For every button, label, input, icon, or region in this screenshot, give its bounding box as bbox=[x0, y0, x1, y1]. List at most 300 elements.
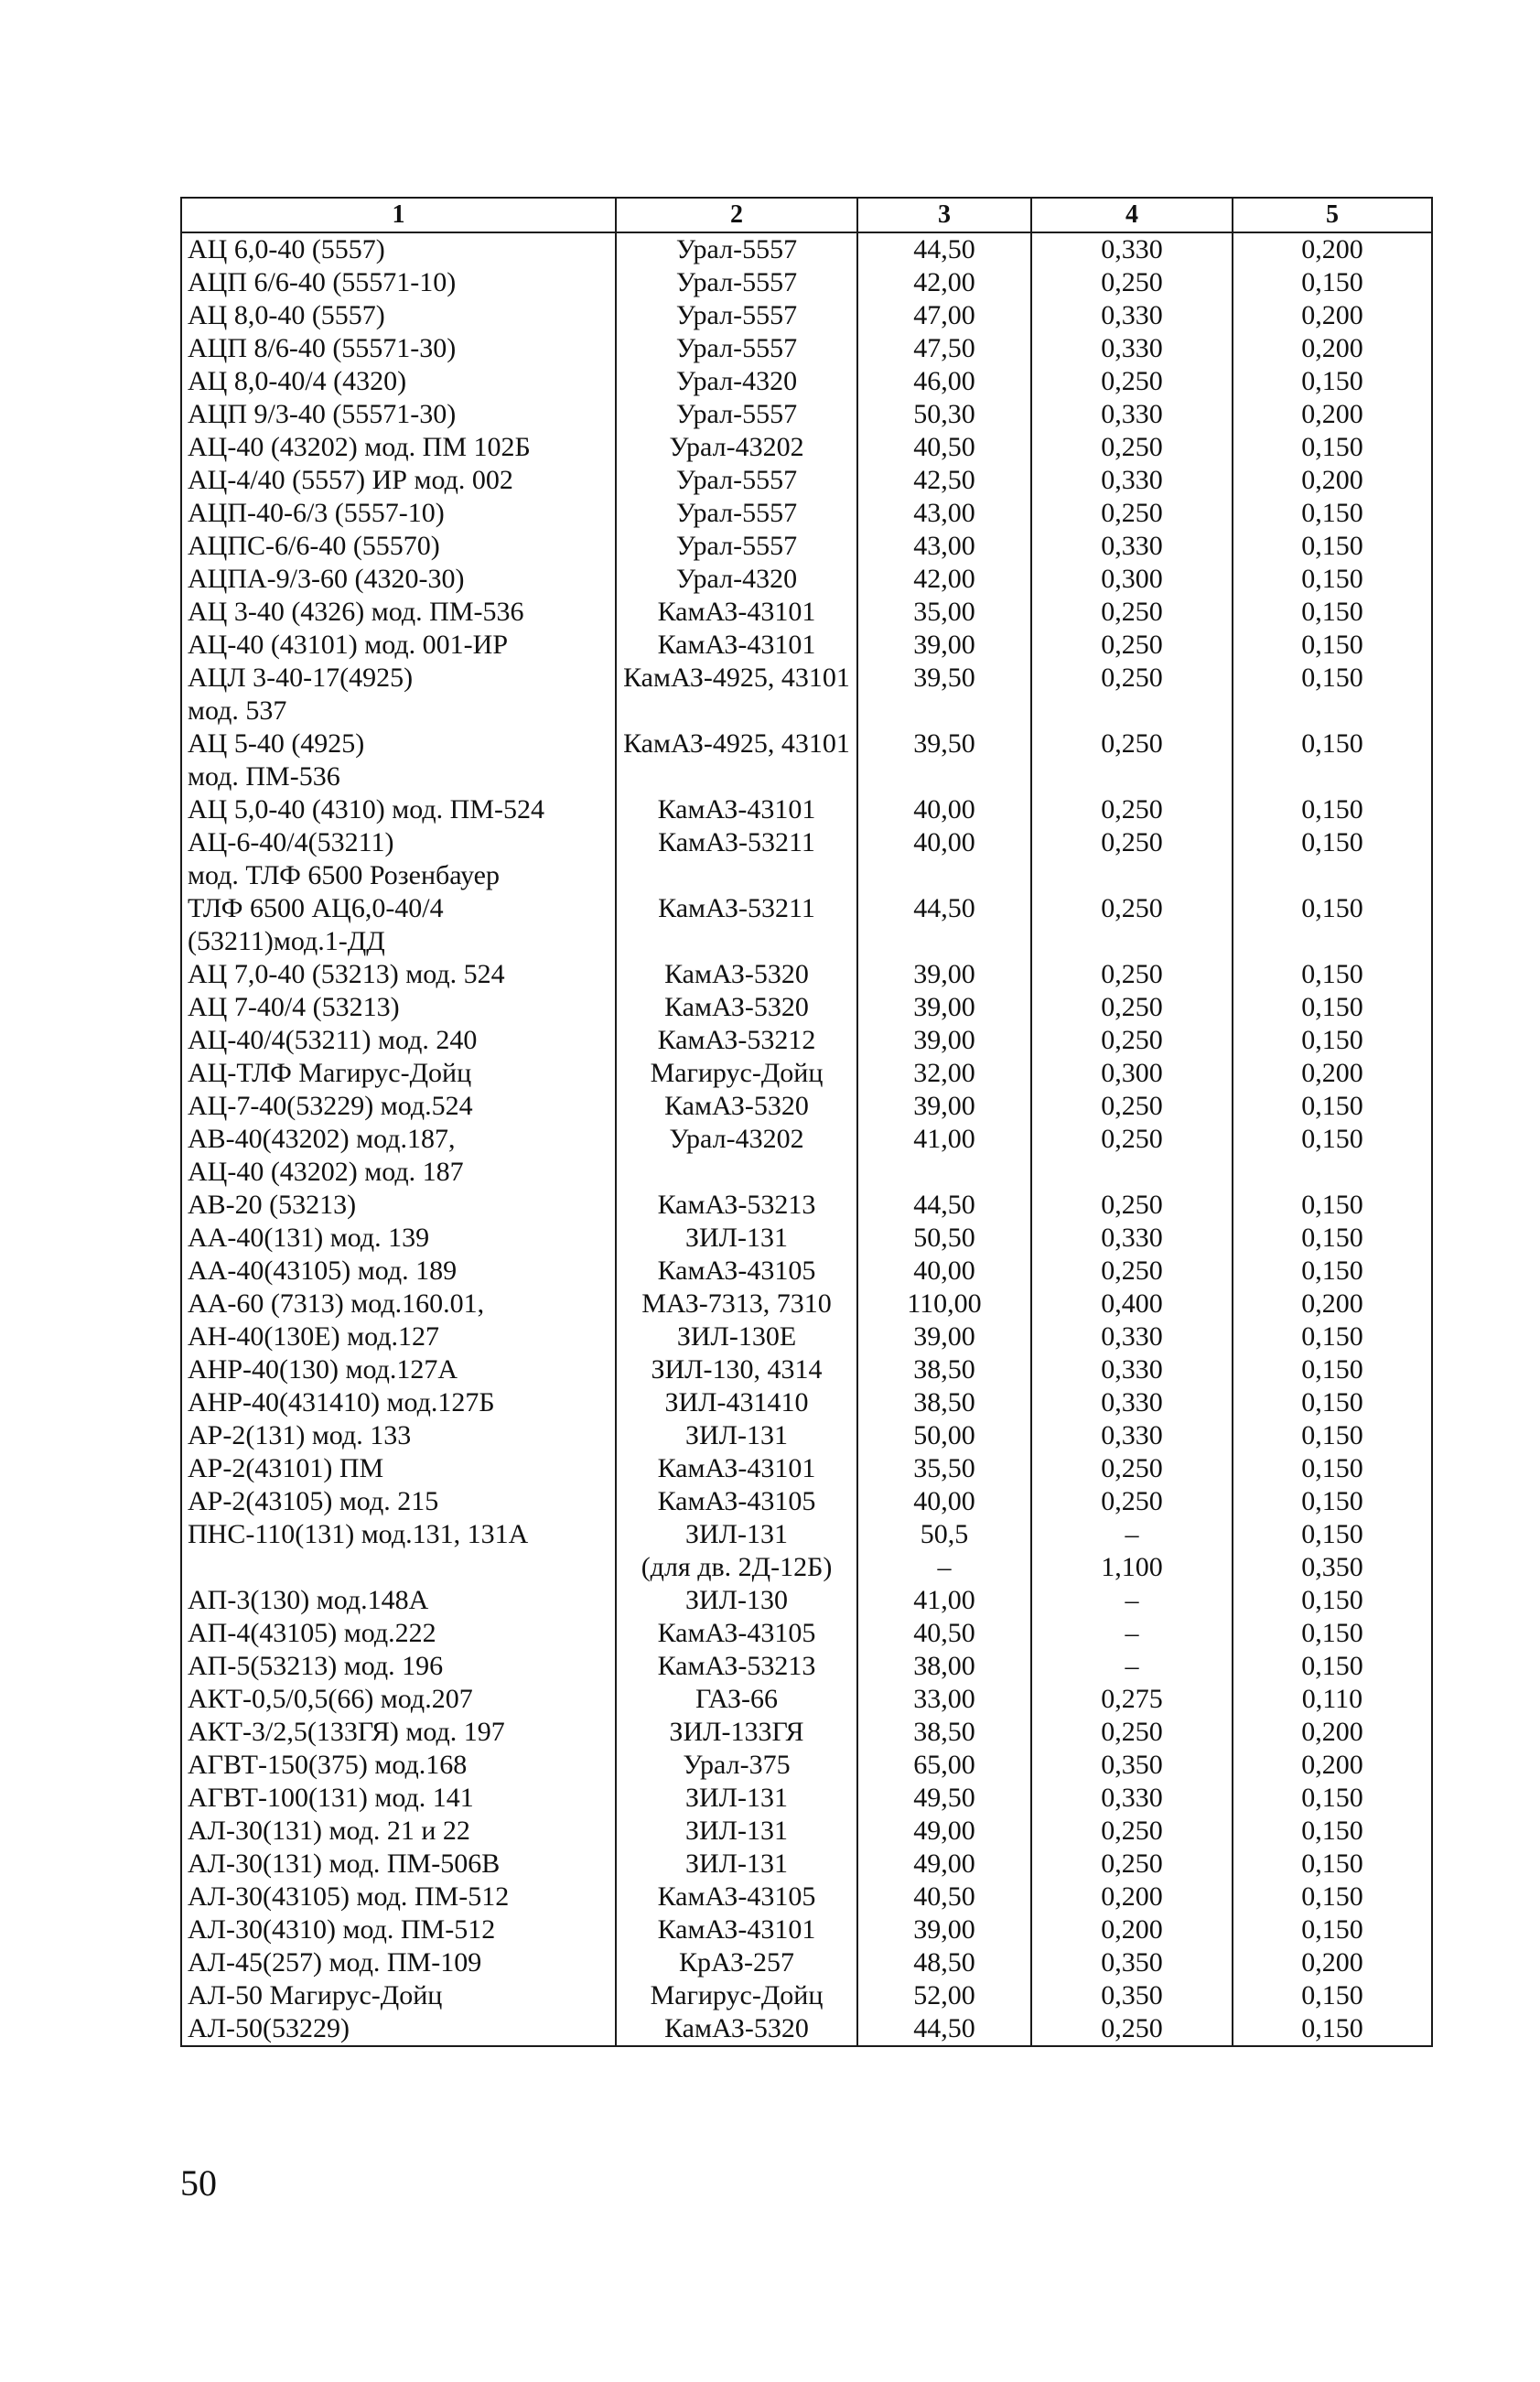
vehicle-model-line: АГВТ-150(375) мод.168 bbox=[188, 1750, 468, 1780]
table-row bbox=[181, 1123, 1432, 1189]
value-col4-cell: 0,330 bbox=[1031, 1353, 1233, 1386]
table-row bbox=[181, 464, 1432, 497]
value-col3-cell: 39,00 bbox=[857, 991, 1031, 1024]
vehicle-model-line: ТЛФ 6500 АЦ6,0-40/4 bbox=[188, 893, 444, 923]
value-col4-cell: 0,275 bbox=[1031, 1683, 1233, 1716]
vehicle-model-line: мод. ТЛФ 6500 Розенбауер bbox=[188, 860, 501, 890]
vehicle-model-line: ПНС-110(131) мод.131, 131А bbox=[188, 1519, 529, 1549]
value-col4-cell: – bbox=[1031, 1584, 1233, 1617]
value-col3-cell: 41,00 bbox=[857, 1584, 1031, 1617]
value-col5-cell: 0,150 bbox=[1233, 991, 1432, 1024]
table-row bbox=[181, 1222, 1432, 1255]
chassis-cell: КамАЗ-53213 bbox=[616, 1189, 857, 1222]
value-col5-cell: 0,150 bbox=[1233, 1485, 1432, 1518]
table-row bbox=[181, 1551, 1432, 1584]
table-row bbox=[181, 1518, 1432, 1551]
value-col4-cell: 0,250 bbox=[1031, 1255, 1233, 1288]
value-col3-cell: 39,00 bbox=[857, 1024, 1031, 1057]
table-row bbox=[181, 1485, 1432, 1518]
table-row bbox=[181, 728, 1432, 793]
value-col3-cell: 47,50 bbox=[857, 332, 1031, 365]
vehicle-model-cell bbox=[181, 958, 616, 991]
value-col4-cell: 0,330 bbox=[1031, 1222, 1233, 1255]
vehicle-model-cell bbox=[181, 1617, 616, 1650]
vehicle-model-line: АЛ-30(131) мод. 21 и 22 bbox=[188, 1816, 470, 1846]
value-col5-cell: 0,150 bbox=[1233, 266, 1432, 299]
table-row bbox=[181, 1320, 1432, 1353]
table-row bbox=[181, 826, 1432, 892]
value-col5-cell: 0,150 bbox=[1233, 1386, 1432, 1419]
chassis-cell: КамАЗ-53213 bbox=[616, 1650, 857, 1683]
vehicle-model-cell bbox=[181, 1452, 616, 1485]
vehicle-model-cell bbox=[181, 232, 616, 266]
vehicle-model-cell bbox=[181, 2012, 616, 2046]
value-col5-cell: 0,200 bbox=[1233, 1716, 1432, 1749]
table-row bbox=[181, 1881, 1432, 1913]
value-col4-cell: 0,250 bbox=[1031, 1848, 1233, 1881]
chassis-cell: ЗИЛ-431410 bbox=[616, 1386, 857, 1419]
table-row bbox=[181, 497, 1432, 530]
vehicle-model-cell bbox=[181, 1979, 616, 2012]
vehicle-model-line: АВ-40(43202) мод.187, bbox=[188, 1124, 456, 1154]
chassis-cell: Урал-375 bbox=[616, 1749, 857, 1782]
chassis-cell: ЗИЛ-133ГЯ bbox=[616, 1716, 857, 1749]
chassis-cell: КамАЗ-43105 bbox=[616, 1255, 857, 1288]
table-row bbox=[181, 1650, 1432, 1683]
chassis-cell: ЗИЛ-131 bbox=[616, 1518, 857, 1551]
value-col4-cell: 0,330 bbox=[1031, 464, 1233, 497]
value-col5-cell: 0,200 bbox=[1233, 1288, 1432, 1320]
vehicle-model-line: АНР-40(130) мод.127А bbox=[188, 1354, 458, 1385]
table-row bbox=[181, 1782, 1432, 1815]
vehicle-model-line: АЦП 8/6-40 (55571-30) bbox=[188, 333, 457, 363]
chassis-cell: КрАЗ-257 bbox=[616, 1946, 857, 1979]
value-col5-cell: 0,150 bbox=[1233, 431, 1432, 464]
value-col5-cell: 0,150 bbox=[1233, 629, 1432, 662]
value-col4-cell: 0,250 bbox=[1031, 596, 1233, 629]
chassis-cell: Магирус-Дойц bbox=[616, 1979, 857, 2012]
vehicle-model-line: АКТ-0,5/0,5(66) мод.207 bbox=[188, 1684, 473, 1714]
chassis-cell: Урал-43202 bbox=[616, 1123, 857, 1189]
value-col3-cell: 49,00 bbox=[857, 1815, 1031, 1848]
chassis-cell: КамАЗ-5320 bbox=[616, 991, 857, 1024]
vehicle-model-line: АКТ-3/2,5(133ГЯ) мод. 197 bbox=[188, 1717, 505, 1747]
vehicle-model-line: АР-2(131) мод. 133 bbox=[188, 1420, 412, 1450]
vehicle-model-line: АП-5(53213) мод. 196 bbox=[188, 1651, 444, 1681]
vehicle-model-cell bbox=[181, 1353, 616, 1386]
vehicle-model-line: АЛ-45(257) мод. ПМ-109 bbox=[188, 1947, 482, 1978]
vehicle-model-cell bbox=[181, 299, 616, 332]
column-header: 1 bbox=[181, 198, 616, 232]
vehicle-model-cell bbox=[181, 596, 616, 629]
vehicle-model-cell bbox=[181, 332, 616, 365]
chassis-cell: ЗИЛ-131 bbox=[616, 1815, 857, 1848]
vehicle-model-line: (53211)мод.1-ДД bbox=[188, 926, 385, 956]
chassis-cell: КамАЗ-53212 bbox=[616, 1024, 857, 1057]
value-col5-cell: 0,150 bbox=[1233, 563, 1432, 596]
table-row bbox=[181, 1090, 1432, 1123]
chassis-cell: КамАЗ-4925, 43101 bbox=[616, 662, 857, 728]
value-col4-cell: 0,300 bbox=[1031, 1057, 1233, 1090]
vehicle-model-line: АЦПС-6/6-40 (55570) bbox=[188, 531, 440, 561]
vehicle-model-line: АЛ-30(43105) мод. ПМ-512 bbox=[188, 1881, 510, 1912]
vehicle-model-cell bbox=[181, 1320, 616, 1353]
value-col4-cell: 0,400 bbox=[1031, 1288, 1233, 1320]
vehicle-model-line: АЦ-40 (43101) мод. 001-ИР bbox=[188, 630, 509, 660]
vehicle-model-cell bbox=[181, 1946, 616, 1979]
value-col4-cell: 0,330 bbox=[1031, 530, 1233, 563]
chassis-cell: КамАЗ-5320 bbox=[616, 1090, 857, 1123]
chassis-cell: Урал-5557 bbox=[616, 398, 857, 431]
value-col3-cell: 50,50 bbox=[857, 1222, 1031, 1255]
table-row bbox=[181, 365, 1432, 398]
vehicle-model-line: мод. ПМ-536 bbox=[188, 761, 340, 792]
vehicle-model-line: АВ-20 (53213) bbox=[188, 1190, 357, 1220]
vehicle-model-line: АЦ 5-40 (4925) bbox=[188, 728, 365, 759]
value-col3-cell: 35,50 bbox=[857, 1452, 1031, 1485]
vehicle-model-line: АЦЛ 3-40-17(4925) bbox=[188, 663, 414, 693]
chassis-cell: КамАЗ-43105 bbox=[616, 1617, 857, 1650]
table-row bbox=[181, 1848, 1432, 1881]
table-row bbox=[181, 662, 1432, 728]
value-col4-cell: 0,200 bbox=[1031, 1881, 1233, 1913]
vehicle-model-cell bbox=[181, 892, 616, 958]
chassis-cell: КамАЗ-43101 bbox=[616, 1452, 857, 1485]
vehicle-model-line: АА-60 (7313) мод.160.01, bbox=[188, 1288, 485, 1319]
value-col5-cell: 0,150 bbox=[1233, 497, 1432, 530]
chassis-cell: КамАЗ-43101 bbox=[616, 629, 857, 662]
value-col4-cell: 0,250 bbox=[1031, 1090, 1233, 1123]
value-col4-cell: 0,330 bbox=[1031, 1782, 1233, 1815]
vehicle-norms-table bbox=[180, 197, 1433, 2047]
vehicle-model-line: АГВТ-100(131) мод. 141 bbox=[188, 1783, 474, 1813]
table-row bbox=[181, 1716, 1432, 1749]
value-col4-cell: 0,250 bbox=[1031, 365, 1233, 398]
value-col5-cell: 0,150 bbox=[1233, 1452, 1432, 1485]
vehicle-model-cell bbox=[181, 1518, 616, 1551]
table-row bbox=[181, 1255, 1432, 1288]
vehicle-model-line: АЦПА-9/3-60 (4320-30) bbox=[188, 564, 465, 594]
value-col3-cell: 41,00 bbox=[857, 1123, 1031, 1189]
value-col5-cell: 0,150 bbox=[1233, 2012, 1432, 2046]
value-col3-cell: 40,00 bbox=[857, 793, 1031, 826]
vehicle-model-line: АЦ-40 (43202) мод. 187 bbox=[188, 1157, 464, 1187]
value-col5-cell: 0,150 bbox=[1233, 728, 1432, 793]
value-col4-cell: – bbox=[1031, 1650, 1233, 1683]
vehicle-model-cell bbox=[181, 431, 616, 464]
chassis-cell: ГАЗ-66 bbox=[616, 1683, 857, 1716]
value-col5-cell: 0,150 bbox=[1233, 530, 1432, 563]
value-col5-cell: 0,200 bbox=[1233, 299, 1432, 332]
vehicle-model-cell bbox=[181, 1123, 616, 1189]
vehicle-model-cell bbox=[181, 826, 616, 892]
chassis-cell: Урал-5557 bbox=[616, 332, 857, 365]
value-col3-cell: 40,00 bbox=[857, 826, 1031, 892]
table-row bbox=[181, 266, 1432, 299]
chassis-cell: (для дв. 2Д-12Б) bbox=[616, 1551, 857, 1584]
vehicle-model-line: АЦП-40-6/3 (5557-10) bbox=[188, 498, 445, 528]
value-col4-cell: 0,250 bbox=[1031, 2012, 1233, 2046]
value-col3-cell: 38,50 bbox=[857, 1353, 1031, 1386]
vehicle-model-cell bbox=[181, 266, 616, 299]
value-col3-cell: 38,00 bbox=[857, 1650, 1031, 1683]
table-row bbox=[181, 958, 1432, 991]
vehicle-model-line: АЦ-6-40/4(53211) bbox=[188, 827, 394, 857]
value-col3-cell: 39,50 bbox=[857, 662, 1031, 728]
vehicle-model-cell bbox=[181, 1189, 616, 1222]
table-row bbox=[181, 596, 1432, 629]
table-row bbox=[181, 1189, 1432, 1222]
value-col4-cell: 0,250 bbox=[1031, 1189, 1233, 1222]
value-col3-cell: 39,50 bbox=[857, 728, 1031, 793]
vehicle-model-cell bbox=[181, 1386, 616, 1419]
vehicle-model-cell bbox=[181, 1881, 616, 1913]
value-col3-cell: 43,00 bbox=[857, 497, 1031, 530]
value-col3-cell: 40,50 bbox=[857, 1881, 1031, 1913]
value-col3-cell: 42,00 bbox=[857, 266, 1031, 299]
vehicle-model-cell bbox=[181, 530, 616, 563]
vehicle-model-cell bbox=[181, 1749, 616, 1782]
value-col5-cell: 0,150 bbox=[1233, 1255, 1432, 1288]
table-row bbox=[181, 629, 1432, 662]
chassis-cell: КамАЗ-53211 bbox=[616, 892, 857, 958]
value-col4-cell: 0,330 bbox=[1031, 299, 1233, 332]
value-col5-cell: 0,150 bbox=[1233, 892, 1432, 958]
vehicle-model-cell bbox=[181, 1584, 616, 1617]
page-number: 50 bbox=[180, 2162, 217, 2204]
value-col5-cell: 0,150 bbox=[1233, 826, 1432, 892]
vehicle-model-line: АЦ 5,0-40 (4310) мод. ПМ-524 bbox=[188, 794, 545, 825]
value-col4-cell: 0,250 bbox=[1031, 1716, 1233, 1749]
vehicle-model-line bbox=[188, 1551, 609, 1584]
chassis-cell: Урал-5557 bbox=[616, 497, 857, 530]
value-col3-cell: 35,00 bbox=[857, 596, 1031, 629]
vehicle-model-line: АН-40(130Е) мод.127 bbox=[188, 1321, 440, 1352]
table-row bbox=[181, 1946, 1432, 1979]
value-col5-cell: 0,200 bbox=[1233, 332, 1432, 365]
vehicle-model-cell bbox=[181, 1485, 616, 1518]
value-col4-cell: – bbox=[1031, 1518, 1233, 1551]
value-col4-cell: 0,350 bbox=[1031, 1946, 1233, 1979]
vehicle-model-cell bbox=[181, 991, 616, 1024]
vehicle-model-line: АЦ 7-40/4 (53213) bbox=[188, 992, 400, 1022]
value-col5-cell: 0,200 bbox=[1233, 1057, 1432, 1090]
chassis-cell: Урал-4320 bbox=[616, 365, 857, 398]
value-col3-cell: 47,00 bbox=[857, 299, 1031, 332]
vehicle-model-cell bbox=[181, 1913, 616, 1946]
vehicle-model-cell bbox=[181, 1222, 616, 1255]
value-col4-cell: 0,250 bbox=[1031, 991, 1233, 1024]
value-col5-cell: 0,350 bbox=[1233, 1551, 1432, 1584]
vehicle-model-cell bbox=[181, 365, 616, 398]
vehicle-model-cell bbox=[181, 728, 616, 793]
table-row bbox=[181, 1288, 1432, 1320]
value-col3-cell: 39,00 bbox=[857, 1090, 1031, 1123]
value-col5-cell: 0,150 bbox=[1233, 958, 1432, 991]
chassis-cell: Урал-5557 bbox=[616, 530, 857, 563]
value-col5-cell: 0,150 bbox=[1233, 1979, 1432, 2012]
table-row bbox=[181, 1979, 1432, 2012]
vehicle-model-line: АЦ 3-40 (4326) мод. ПМ-536 bbox=[188, 597, 524, 627]
table-row bbox=[181, 892, 1432, 958]
value-col3-cell: 39,00 bbox=[857, 1320, 1031, 1353]
value-col5-cell: 0,150 bbox=[1233, 1419, 1432, 1452]
chassis-cell: Урал-5557 bbox=[616, 464, 857, 497]
vehicle-model-line: АЦ-40/4(53211) мод. 240 bbox=[188, 1025, 478, 1055]
value-col3-cell: 52,00 bbox=[857, 1979, 1031, 2012]
vehicle-model-cell bbox=[181, 1716, 616, 1749]
value-col4-cell: 0,250 bbox=[1031, 728, 1233, 793]
table-row bbox=[181, 1815, 1432, 1848]
table-row bbox=[181, 2012, 1432, 2046]
vehicle-model-line: АЦ-7-40(53229) мод.524 bbox=[188, 1091, 473, 1121]
chassis-cell: МАЗ-7313, 7310 bbox=[616, 1288, 857, 1320]
chassis-cell: ЗИЛ-131 bbox=[616, 1419, 857, 1452]
value-col4-cell: 0,250 bbox=[1031, 1123, 1233, 1189]
value-col4-cell: – bbox=[1031, 1617, 1233, 1650]
chassis-cell: КамАЗ-53211 bbox=[616, 826, 857, 892]
vehicle-model-line: АЦ-ТЛФ Магирус-Дойц bbox=[188, 1058, 472, 1088]
vehicle-model-cell bbox=[181, 1848, 616, 1881]
value-col3-cell: 38,50 bbox=[857, 1386, 1031, 1419]
vehicle-model-line: АЦ 8,0-40/4 (4320) bbox=[188, 366, 407, 396]
chassis-cell: Урал-4320 bbox=[616, 563, 857, 596]
chassis-cell: КамАЗ-43105 bbox=[616, 1881, 857, 1913]
value-col4-cell: 0,350 bbox=[1031, 1749, 1233, 1782]
value-col3-cell: 110,00 bbox=[857, 1288, 1031, 1320]
vehicle-model-line: АЛ-30(131) мод. ПМ-506В bbox=[188, 1848, 501, 1879]
table-row bbox=[181, 1353, 1432, 1386]
value-col4-cell: 0,250 bbox=[1031, 1452, 1233, 1485]
vehicle-model-line: АЦ 7,0-40 (53213) мод. 524 bbox=[188, 959, 505, 989]
vehicle-model-cell bbox=[181, 1419, 616, 1452]
value-col3-cell: 32,00 bbox=[857, 1057, 1031, 1090]
chassis-cell: КамАЗ-5320 bbox=[616, 958, 857, 991]
value-col3-cell: 42,50 bbox=[857, 464, 1031, 497]
value-col4-cell: 0,330 bbox=[1031, 398, 1233, 431]
value-col3-cell: 38,50 bbox=[857, 1716, 1031, 1749]
value-col3-cell: – bbox=[857, 1551, 1031, 1584]
value-col3-cell: 50,30 bbox=[857, 398, 1031, 431]
value-col3-cell: 39,00 bbox=[857, 629, 1031, 662]
value-col5-cell: 0,150 bbox=[1233, 1123, 1432, 1189]
value-col3-cell: 39,00 bbox=[857, 1913, 1031, 1946]
value-col4-cell: 0,300 bbox=[1031, 563, 1233, 596]
value-col5-cell: 0,150 bbox=[1233, 1782, 1432, 1815]
column-header: 4 bbox=[1031, 198, 1233, 232]
value-col5-cell: 0,150 bbox=[1233, 1518, 1432, 1551]
value-col4-cell: 0,250 bbox=[1031, 1024, 1233, 1057]
value-col4-cell: 0,250 bbox=[1031, 1485, 1233, 1518]
value-col3-cell: 65,00 bbox=[857, 1749, 1031, 1782]
vehicle-model-line: АП-4(43105) мод.222 bbox=[188, 1618, 436, 1648]
vehicle-model-cell bbox=[181, 1551, 616, 1584]
value-col5-cell: 0,150 bbox=[1233, 1024, 1432, 1057]
table-row bbox=[181, 431, 1432, 464]
table-row bbox=[181, 793, 1432, 826]
value-col3-cell: 40,50 bbox=[857, 1617, 1031, 1650]
vehicle-model-line: АЦП 9/3-40 (55571-30) bbox=[188, 399, 457, 429]
chassis-cell: Урал-5557 bbox=[616, 266, 857, 299]
chassis-cell: ЗИЛ-130 bbox=[616, 1584, 857, 1617]
value-col5-cell: 0,150 bbox=[1233, 1584, 1432, 1617]
vehicle-model-line: АЦ-40 (43202) мод. ПМ 102Б bbox=[188, 432, 531, 462]
value-col4-cell: 0,250 bbox=[1031, 1815, 1233, 1848]
table-row bbox=[181, 1452, 1432, 1485]
chassis-cell: КамАЗ-43101 bbox=[616, 596, 857, 629]
vehicle-model-cell bbox=[181, 1782, 616, 1815]
vehicle-model-cell bbox=[181, 1255, 616, 1288]
value-col4-cell: 0,350 bbox=[1031, 1979, 1233, 2012]
value-col4-cell: 0,330 bbox=[1031, 332, 1233, 365]
value-col3-cell: 39,00 bbox=[857, 958, 1031, 991]
value-col5-cell: 0,150 bbox=[1233, 596, 1432, 629]
table-row bbox=[181, 563, 1432, 596]
value-col4-cell: 0,250 bbox=[1031, 662, 1233, 728]
value-col4-cell: 0,250 bbox=[1031, 629, 1233, 662]
value-col5-cell: 0,150 bbox=[1233, 1913, 1432, 1946]
table-row bbox=[181, 1057, 1432, 1090]
table-row bbox=[181, 1419, 1432, 1452]
value-col3-cell: 42,00 bbox=[857, 563, 1031, 596]
vehicle-model-cell bbox=[181, 398, 616, 431]
value-col3-cell: 49,00 bbox=[857, 1848, 1031, 1881]
table-row bbox=[181, 530, 1432, 563]
vehicle-model-line: АА-40(131) мод. 139 bbox=[188, 1223, 430, 1253]
table-row bbox=[181, 1749, 1432, 1782]
value-col5-cell: 0,200 bbox=[1233, 232, 1432, 266]
value-col3-cell: 44,50 bbox=[857, 892, 1031, 958]
value-col4-cell: 0,330 bbox=[1031, 1320, 1233, 1353]
chassis-cell: КамАЗ-5320 bbox=[616, 2012, 857, 2046]
vehicle-model-line: АЛ-50 Магирус-Дойц bbox=[188, 1980, 443, 2010]
value-col3-cell: 44,50 bbox=[857, 232, 1031, 266]
vehicle-model-cell bbox=[181, 497, 616, 530]
value-col3-cell: 40,00 bbox=[857, 1485, 1031, 1518]
value-col5-cell: 0,150 bbox=[1233, 793, 1432, 826]
chassis-cell: Урал-5557 bbox=[616, 299, 857, 332]
chassis-cell: КамАЗ-43105 bbox=[616, 1485, 857, 1518]
value-col5-cell: 0,150 bbox=[1233, 1189, 1432, 1222]
value-col5-cell: 0,150 bbox=[1233, 1320, 1432, 1353]
vehicle-model-line: АЛ-30(4310) мод. ПМ-512 bbox=[188, 1914, 496, 1945]
vehicle-model-cell bbox=[181, 464, 616, 497]
chassis-cell: КамАЗ-43101 bbox=[616, 1913, 857, 1946]
vehicle-model-cell bbox=[181, 1650, 616, 1683]
value-col4-cell: 0,330 bbox=[1031, 1419, 1233, 1452]
vehicle-model-cell bbox=[181, 629, 616, 662]
value-col5-cell: 0,150 bbox=[1233, 1353, 1432, 1386]
chassis-cell: КамАЗ-43101 bbox=[616, 793, 857, 826]
value-col5-cell: 0,150 bbox=[1233, 1848, 1432, 1881]
value-col5-cell: 0,150 bbox=[1233, 1617, 1432, 1650]
vehicle-model-cell bbox=[181, 662, 616, 728]
chassis-cell: ЗИЛ-131 bbox=[616, 1222, 857, 1255]
value-col5-cell: 0,200 bbox=[1233, 398, 1432, 431]
vehicle-model-line: АЦ-4/40 (5557) ИР мод. 002 bbox=[188, 465, 513, 495]
chassis-cell: Урал-5557 bbox=[616, 232, 857, 266]
table-row bbox=[181, 1913, 1432, 1946]
value-col3-cell: 44,50 bbox=[857, 1189, 1031, 1222]
vehicle-model-cell bbox=[181, 1090, 616, 1123]
vehicle-model-cell bbox=[181, 1024, 616, 1057]
value-col4-cell: 0,250 bbox=[1031, 826, 1233, 892]
vehicle-model-cell bbox=[181, 793, 616, 826]
value-col5-cell: 0,150 bbox=[1233, 365, 1432, 398]
value-col4-cell: 0,250 bbox=[1031, 497, 1233, 530]
value-col5-cell: 0,110 bbox=[1233, 1683, 1432, 1716]
value-col4-cell: 0,250 bbox=[1031, 958, 1233, 991]
